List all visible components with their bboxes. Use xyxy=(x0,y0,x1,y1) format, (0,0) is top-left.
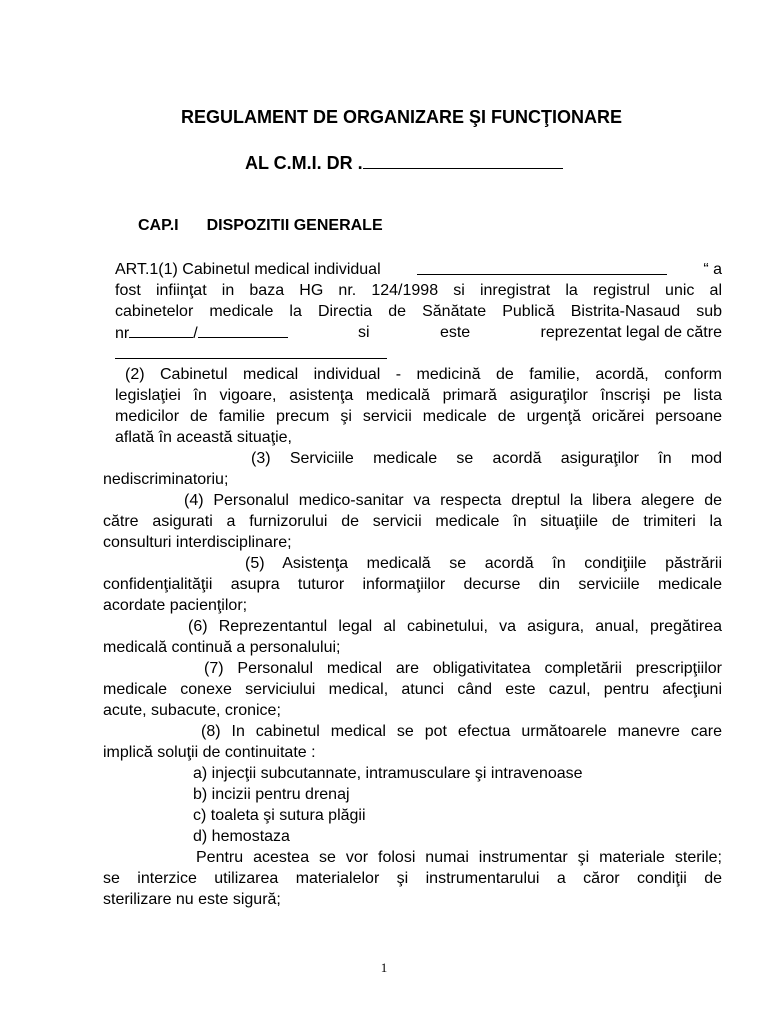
legal-representative-blank xyxy=(115,343,387,359)
para7-line1: (7) Personalul medical are obligativitatea completării prescripţiilor xyxy=(204,660,722,677)
para2-line3: medicilor de familie precum şi servicii medicale de urgenţă oricărei persoane xyxy=(115,408,722,425)
para7-line3: acute, subacute, cronice; xyxy=(103,702,281,719)
chapter-heading xyxy=(138,215,383,236)
art1-line4: nr / si este reprezentat legal de către xyxy=(115,324,722,342)
list-item: a) injecţii subcutannate, intramusculare şi intravenoase xyxy=(193,765,583,782)
para7-line2: medicale conexe serviciului medical, atunci când este cazul, pentru afecţiuni xyxy=(103,681,722,698)
para6-line2: medicală continuă a personalului; xyxy=(103,639,341,656)
cabinet-name-blank xyxy=(417,259,667,275)
list-item: b) incizii pentru drenaj xyxy=(193,786,350,803)
page-number: 1 xyxy=(380,960,388,975)
document-title: REGULAMENT DE ORGANIZARE ŞI FUNCŢIONARE xyxy=(181,107,622,127)
list-item: d) hemostaza xyxy=(193,828,290,845)
art1-line3: cabinetelor medicale la Directia de Sănătate Publică Bistrita-Nasaud sub xyxy=(115,303,722,320)
para2-line2: legislaţiei în vigoare, asistenţa medicală primară asiguraţilor înscrişi pe lista xyxy=(115,387,722,404)
closing-line3: sterilizare nu este sigură; xyxy=(103,891,281,908)
para3-line2: nediscriminatoriu; xyxy=(103,471,229,488)
para6-line1: (6) Reprezentantul legal al cabinetului, va asigura, anual, pregătirea xyxy=(188,618,722,635)
chapter-number: CAP.I xyxy=(138,217,179,234)
para2-line1: (2) Cabinetul medical individual - medicină de familie, acordă, conform xyxy=(125,366,722,383)
chapter-title: DISPOZITII GENERALE xyxy=(206,217,383,234)
art1-line2: fost infiinţat in baza HG nr. 124/1998 si inregistrat la registrul unic al xyxy=(115,282,722,299)
registry-date-blank xyxy=(198,322,288,338)
registry-number-blank xyxy=(129,322,193,338)
legal-representative-blank-line xyxy=(115,343,387,365)
art1-line1: ART.1(1) Cabinetul medical individual “ a xyxy=(115,261,722,278)
closing-line2: se interzice utilizarea materialelor şi instrumentarului a căror condiţii de xyxy=(103,870,722,887)
para8-line2: implică soluţii de continuitate : xyxy=(103,744,316,761)
doctor-name-blank xyxy=(363,153,563,169)
para5-line2: confidenţialităţii asupra tuturor informaţiilor decurse din serviciile medicale xyxy=(103,576,722,593)
para3-line1: (3) Serviciile medicale se acordă asiguraţilor în mod xyxy=(251,450,722,467)
document-subtitle xyxy=(245,153,563,174)
para4-line1: (4) Personalul medico-sanitar va respecta dreptul la libera alegere de xyxy=(184,492,722,509)
para8-line1: (8) In cabinetul medical se pot efectua următoarele manevre care xyxy=(201,723,722,740)
closing-line1: Pentru acestea se vor folosi numai instrumentar şi materiale sterile; xyxy=(196,849,722,866)
para2-line4: aflată în această situaţie, xyxy=(115,429,292,446)
para5-line1: (5) Asistenţa medicală se acordă în condiţiile păstrării xyxy=(245,555,722,572)
para5-line3: acordate pacienţilor; xyxy=(103,597,248,614)
subtitle-text: AL C.M.I. DR . xyxy=(245,153,363,173)
para4-line3: consulturi interdisciplinare; xyxy=(103,534,292,551)
list-item: c) toaleta şi sutura plăgii xyxy=(193,807,366,824)
para4-line2: către asigurati a furnizorului de servicii medicale în situaţiile de trimiteri la xyxy=(103,513,722,530)
